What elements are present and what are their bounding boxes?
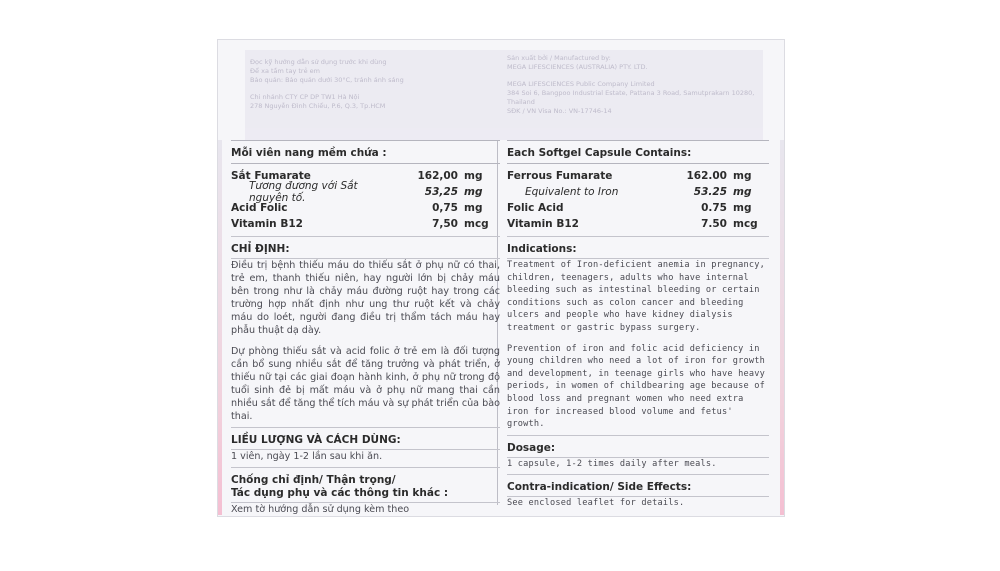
contra-title: Contra-indication/ Side Effects: xyxy=(507,481,692,494)
ingredient-unit: mg xyxy=(464,186,483,198)
flap-line: Để xa tầm tay trẻ em xyxy=(250,67,320,75)
contra-title-line1: Chống chỉ định/ Thận trọng/ xyxy=(231,474,396,486)
ingredient-amount: 7.50 xyxy=(701,218,727,230)
ingredient-name: Acid Folic xyxy=(231,202,288,214)
ingredient-amount: 0,75 xyxy=(432,202,458,214)
contra-text: See enclosed leaflet for details. xyxy=(507,498,685,509)
top-flap xyxy=(245,50,763,140)
ingredient-amount: 162.00 xyxy=(686,170,727,182)
indications-title: CHỈ ĐỊNH: xyxy=(231,243,290,255)
english-panel xyxy=(507,140,769,510)
indications-title: Indications: xyxy=(507,243,577,255)
dosage-text: 1 capsule, 1-2 times daily after meals. xyxy=(507,458,717,469)
ingredient-unit: mcg xyxy=(464,218,489,230)
ingredient-name: Sắt Fumarate xyxy=(231,170,311,182)
ingredient-amount: 0.75 xyxy=(701,202,727,214)
ingredient-row xyxy=(231,200,500,216)
ingredient-name: Ferrous Fumarate xyxy=(507,170,613,182)
indications-paragraph: Treatment of Iron-deficient anemia in pregnancy, children, teenagers, adults who have internal bleeding such as intestinal bleeding or certain conditions such as colon cancer and bleeding ulcers and people who have kidney dialysis treatment or gastric bypass surgery. xyxy=(507,260,765,333)
flap-line: 278 Nguyễn Đình Chiểu, P.6, Q.3, Tp.HCM xyxy=(250,102,386,110)
ingredient-row xyxy=(507,200,769,216)
ingredient-amount: 7,50 xyxy=(432,218,458,230)
box-edge-left xyxy=(218,140,222,515)
ingredient-name: Equivalent to Iron xyxy=(525,186,619,198)
ingredient-unit: mg xyxy=(464,170,483,182)
ingredient-row xyxy=(231,216,500,232)
prevention-paragraph: Dự phòng thiếu sắt và acid folic ở trẻ em là đối tượng cần bổ sung nhiều sắt để tăng trưởng và phát triển, ở thiếu nữ tại các giai đoạn hành kinh, ở phụ nữ trong độ tuổi sinh đẻ bị mất máu và ở phụ nữ mang thai cần nhiều sắt để tăng thể tích máu và sự phát triển của bào thai. xyxy=(231,346,500,422)
dosage-title: Dosage: xyxy=(507,441,556,454)
flap-line: MEGA LIFESCIENCES (AUSTRALIA) PTY. LTD. xyxy=(507,63,648,71)
contra-text: Xem tờ hướng dẫn sử dụng kèm theo xyxy=(231,504,410,515)
dosage-title: LIỀU LƯỢNG VÀ CÁCH DÙNG: xyxy=(231,434,401,446)
flap-line: Bảo quản: Bảo quản dưới 30°C, tránh ánh sáng xyxy=(250,76,404,84)
ingredient-name: Vitamin B12 xyxy=(231,218,303,230)
ingredient-unit: mg xyxy=(733,202,752,214)
ingredient-row xyxy=(507,168,769,184)
ingredient-name: Folic Acid xyxy=(507,202,564,214)
ingredient-row xyxy=(231,180,500,204)
flap-line: Chi nhánh CTY CP DP TW1 Hà Nội xyxy=(250,93,360,101)
flap-line: 384 Soi 6, Bangpoo Industrial Estate, Pattana 3 Road, Samutprakarn 10280, Thailand xyxy=(507,89,755,106)
dosage-text: 1 viên, ngày 1-2 lần sau khi ăn. xyxy=(231,451,383,462)
top-flap-left-text xyxy=(250,58,500,111)
ingredient-unit: mg xyxy=(733,186,752,198)
flap-line: Sản xuất bởi / Manufactured by: xyxy=(507,54,611,62)
ingredient-unit: mg xyxy=(464,202,483,214)
indications-paragraph: Điều trị bệnh thiếu máu do thiếu sắt ở phụ nữ có thai, trẻ em, thanh thiếu niên, hay người lớn bị chảy máu bên trong như là chảy máu đường ruột hay trong các trường hợp nhất định như ung thư ruột kết và chảy máu do loét, người đang điều trị thẩm tách máu hay phẫu thuật dạ dày. xyxy=(231,260,500,336)
ingredient-amount: 53,25 xyxy=(424,186,458,198)
flap-line: SĐK / VN Visa No.: VN-17746-14 xyxy=(507,107,612,115)
flap-line: MEGA LIFESCIENCES Public Company Limited xyxy=(507,80,655,88)
box-edge-right xyxy=(780,140,784,515)
prevention-paragraph: Prevention of iron and folic acid deficiency in young children who need a lot of iron for growth and development, in teenage girls who have heavy periods, in women of childbearing age because of blood loss and pregnant women who need extra iron for increased blood volume and fetus' growth. xyxy=(507,343,765,430)
ingredient-name: Vitamin B12 xyxy=(507,218,579,230)
vietnamese-panel xyxy=(231,140,500,516)
flap-line: Đọc kỹ hướng dẫn sử dụng trước khi dùng xyxy=(250,58,387,66)
ingredient-unit: mg xyxy=(733,170,752,182)
ingredient-row xyxy=(507,216,769,232)
ingredient-unit: mcg xyxy=(733,218,758,230)
ingredient-name: Tương đương với Sắt nguyên tố. xyxy=(249,180,358,204)
composition-heading: Mỗi viên nang mềm chứa : xyxy=(231,147,387,159)
ingredient-amount: 53.25 xyxy=(693,186,727,198)
top-flap-right-text xyxy=(507,54,757,116)
contra-title-line2: Tác dụng phụ và các thông tin khác : xyxy=(231,487,449,499)
ingredient-row xyxy=(507,184,769,200)
composition-heading: Each Softgel Capsule Contains: xyxy=(507,147,692,159)
ingredient-amount: 162,00 xyxy=(417,170,458,182)
